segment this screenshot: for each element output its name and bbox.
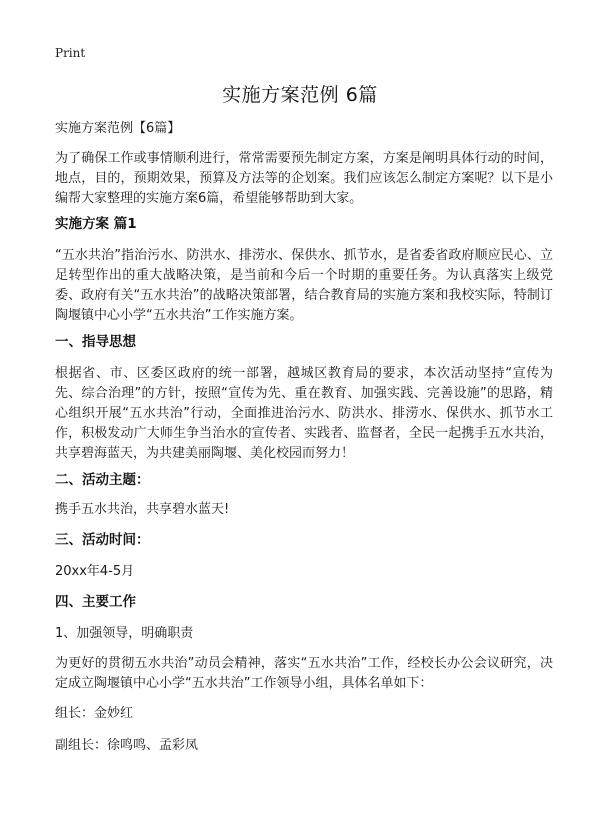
heading-activity-time: 三、活动时间： — [55, 532, 150, 548]
print-label: Print — [55, 46, 86, 60]
activity-theme-text: 携手五水共治，共享碧水蓝天! — [55, 502, 230, 517]
activity-time-text: 20xx年4-5月 — [55, 564, 135, 579]
heading-guiding-ideology: 一、指导思想 — [55, 334, 136, 350]
vice-leader-line: 副组长：徐鸣鸣、孟彩凤 — [55, 738, 199, 753]
section1-intro-paragraph: “五水共治”指治污水、防洪水、排涝水、保供水、抓节水，是省委省政府顺应民心、立足转型作出的重大战略决策，是当前和今后一个时期的重要任务。为认真落实上级党委、政府有关“五水共治”的战略决策部署，结合教育局的实施方案和我校实际，特制订陶堰镇中心小学“五水共治”工作实施方案。 — [55, 248, 553, 323]
guiding-ideology-paragraph: 根据省、市、区委区政府的统一部署，越城区教育局的要求，本次活动坚持“宣传为先、综合治理”的方针，按照“宣传为先、重在教育、加强实践、完善设施”的思路，精心组织开展“五水共治”行动，全面推进治污水、防洪水、排涝水、保供水、抓节水工作，积极发动广大师生争当治水的宣传者、实践者、监督者，全民一起携手五水共治，共享碧海蓝天，为共建美丽陶堰、美化校园而努力！ — [55, 366, 553, 461]
page-title: 实施方案范例 6篇 — [222, 84, 378, 106]
main-work-item-1: 1、加强领导，明确职责 — [55, 626, 194, 641]
heading-activity-theme: 二、活动主题： — [55, 472, 150, 488]
intro-paragraph: 为了确保工作或事情顺利进行，常常需要预先制定方案，方案是阐明具体行动的时间，地点，目的，预期效果，预算及方法等的企划案。我们应该怎么制定方案呢？以下是小编帮大家整理的实施方案6篇，希望能够帮助到大家。 — [55, 151, 553, 206]
leader-line: 组长：金妙红 — [55, 706, 134, 721]
main-work-description: 为更好的贯彻五水共治”动员会精神，落实“五水共治”工作，经校长办公会议研究，决定成立陶堰镇中心小学“五水共治”工作领导小组，具体名单如下： — [55, 656, 553, 691]
section-heading-1: 实施方案 篇1 — [55, 216, 137, 232]
subtitle-line: 实施方案范例【6篇】 — [55, 121, 181, 136]
heading-main-work: 四、主要工作 — [55, 594, 136, 610]
